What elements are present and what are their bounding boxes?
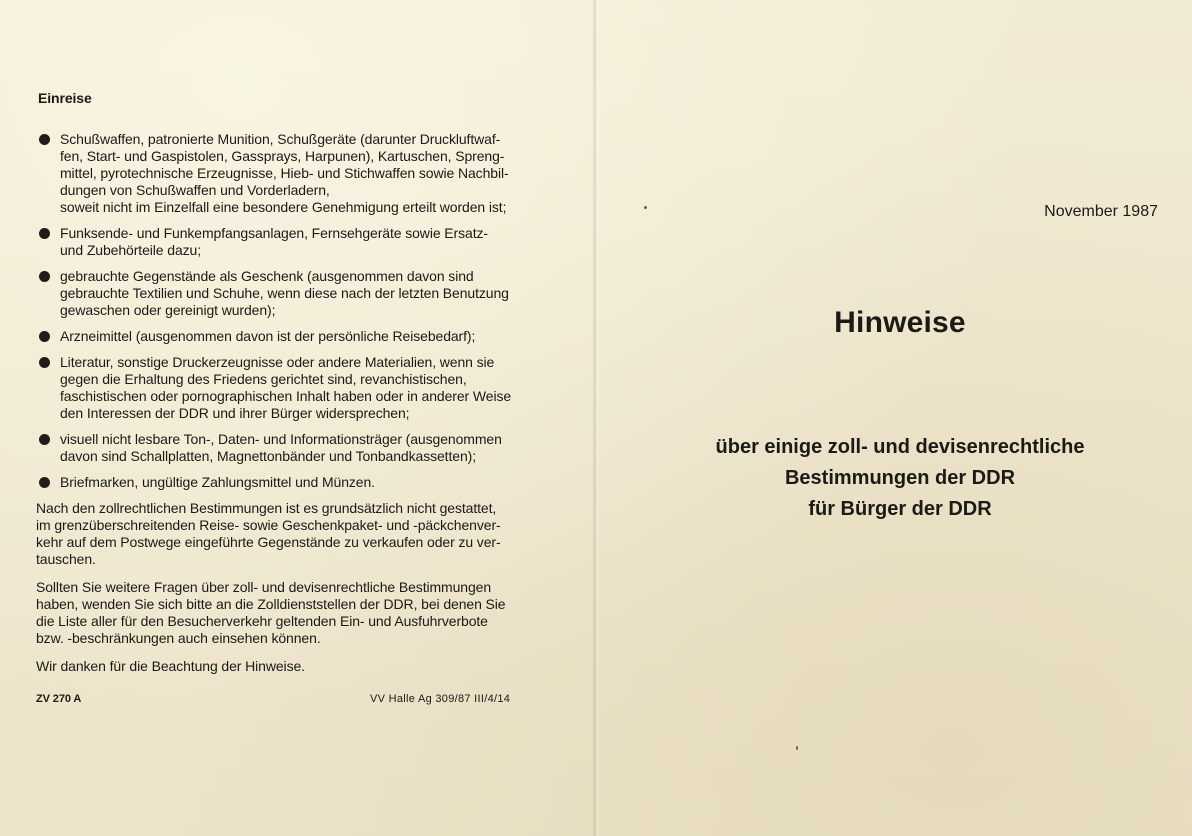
paragraph-line: Nach den zollrechtlichen Bestimmungen ist es grundsätzlich nicht gestattet, [36, 500, 497, 516]
bullet-icon [39, 331, 50, 342]
paper-speck [644, 206, 647, 209]
paragraph [36, 658, 557, 675]
list-item-line: fen, Start- und Gaspistolen, Gassprays, Harpunen), Kartuschen, Spreng- [60, 148, 505, 164]
list-item [36, 431, 557, 465]
subtitle-line: Bestimmungen der DDR [784, 467, 1016, 489]
list-item-line: davon sind Schallplatten, Magnettonbänder und Tonbandkassetten); [60, 448, 476, 464]
paragraph-line: Sollten Sie weitere Fragen über zoll- und devisenrechtliche Bestimmungen [36, 579, 492, 595]
list-item-line: gegen die Erhaltung des Friedens gerichtet sind, revanchistischen, [60, 371, 467, 387]
paragraph-line: im grenzüberschreitenden Reise- sowie Geschenkpaket- und -päckchenver- [36, 517, 501, 533]
list-item-line: den Interessen der DDR und ihrer Bürger widersprechen; [60, 405, 410, 421]
paper-speck [796, 746, 798, 750]
form-code: ZV 270 A [36, 693, 82, 705]
center-fold [592, 0, 600, 836]
list-item-line: gebrauchte Gegenstände als Geschenk (ausgenommen davon sind [60, 268, 474, 284]
subtitle-line: für Bürger der DDR [808, 498, 992, 520]
list-item-line: und Zubehörteile dazu; [60, 242, 202, 258]
bullet-icon [39, 228, 50, 239]
bullet-icon [39, 271, 50, 282]
section-heading-einreise: Einreise [38, 90, 92, 106]
paragraph-line: kehr auf dem Postwege eingeführte Gegenstände zu verkaufen oder zu ver- [36, 534, 501, 550]
closing-paragraphs [36, 500, 557, 675]
page-title: Hinweise [834, 306, 966, 339]
paragraph-line: haben, wenden Sie sich bitte an die Zolldienststellen der DDR, bei denen Sie [36, 596, 506, 612]
list-item-line: Literatur, sonstige Druckerzeugnisse oder andere Materialien, wenn sie [60, 354, 495, 370]
paragraph-line: Wir danken für die Beachtung der Hinweise. [36, 658, 305, 674]
list-item-tail: soweit nicht im Einzelfall eine besondere Genehmigung erteilt worden ist; [60, 199, 507, 215]
paragraph [36, 579, 557, 647]
list-item-line: Funksende- und Funkempfangsanlagen, Fernsehgeräte sowie Ersatz- [60, 225, 488, 241]
left-panel [36, 90, 557, 711]
right-panel-cover [600, 0, 1192, 836]
list-item-line: Briefmarken, ungültige Zahlungsmittel und Münzen. [60, 474, 375, 490]
list-item [36, 328, 557, 345]
paragraph [36, 500, 557, 568]
bullet-icon [39, 357, 50, 368]
bullet-icon [39, 477, 50, 488]
list-item-line: gebrauchte Textilien und Schuhe, wenn diese nach der letzten Benutzung [60, 285, 509, 301]
list-item-line: faschistischen oder pornographischen Inhalt haben oder in anderer Weise [60, 388, 512, 404]
subtitle-line: über einige zoll- und devisenrechtliche [715, 436, 1085, 458]
list-item [36, 354, 557, 422]
bullet-icon [39, 434, 50, 445]
list-item [36, 268, 557, 319]
print-note: VV Halle Ag 309/87 III/4/14 [370, 693, 511, 705]
subtitle [600, 432, 1192, 525]
list-item-line: Schußwaffen, patronierte Munition, Schußgeräte (darunter Druckluftwaf- [60, 131, 501, 147]
prohibited-items-list [36, 131, 557, 491]
paragraph-line: tauschen. [36, 551, 96, 567]
paragraph-line: bzw. -beschränkungen auch einsehen können. [36, 630, 321, 646]
footer [36, 691, 557, 711]
publication-date: November 1987 [1044, 203, 1158, 220]
list-item [36, 474, 557, 491]
list-item [36, 225, 557, 259]
list-item-line: gewaschen oder gereinigt wurden); [60, 302, 276, 318]
list-item-line: visuell nicht lesbare Ton-, Daten- und Informationsträger (ausgenommen [60, 431, 502, 447]
list-item [36, 131, 557, 216]
list-item-line: mittel, pyrotechnische Erzeugnisse, Hieb- und Stichwaffen sowie Nachbil- [60, 165, 509, 181]
paragraph-line: die Liste aller für den Besucherverkehr geltenden Ein- und Ausfuhrverbote [36, 613, 488, 629]
bullet-icon [39, 134, 50, 145]
list-item-line: Arzneimittel (ausgenommen davon ist der persönliche Reisebedarf); [60, 328, 476, 344]
list-item-line: dungen von Schußwaffen und Vorderladern, [60, 182, 330, 198]
